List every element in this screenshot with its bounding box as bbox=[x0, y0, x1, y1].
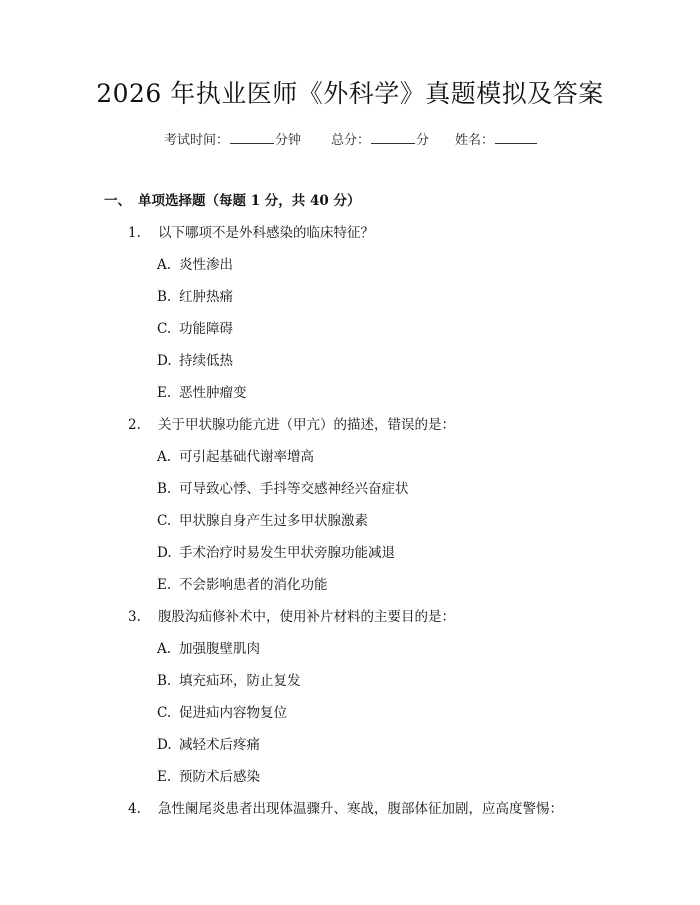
option-3e bbox=[157, 767, 260, 787]
option-letter: C. bbox=[157, 705, 172, 721]
option-1c bbox=[157, 319, 233, 339]
option-letter: B. bbox=[157, 673, 172, 689]
question-text: 腹股沟疝修补术中，使用补片材料的主要目的是： bbox=[158, 609, 455, 625]
option-text: 促进疝内容物复位 bbox=[179, 705, 287, 721]
option-text: 功能障碍 bbox=[179, 321, 233, 337]
option-text: 加强腹壁肌肉 bbox=[179, 641, 260, 657]
section-number: 一、 bbox=[104, 193, 131, 209]
option-letter: A. bbox=[157, 641, 172, 657]
option-text: 预防术后感染 bbox=[179, 769, 260, 785]
option-text: 可导致心悸、手抖等交感神经兴奋症状 bbox=[179, 481, 409, 497]
question-3 bbox=[128, 607, 455, 627]
option-2d bbox=[157, 543, 395, 563]
total-score-blank bbox=[371, 131, 415, 144]
question-number: 1. bbox=[128, 225, 141, 241]
option-2e bbox=[157, 575, 328, 595]
total-score-label: 总分： bbox=[331, 133, 371, 148]
question-number: 2. bbox=[128, 417, 141, 433]
option-letter: E. bbox=[157, 385, 172, 401]
option-letter: B. bbox=[157, 481, 172, 497]
total-score-unit: 分 bbox=[416, 133, 430, 148]
question-text: 关于甲状腺功能亢进（甲亢）的描述，错误的是： bbox=[158, 417, 455, 433]
option-1a bbox=[157, 255, 233, 275]
option-3d bbox=[157, 735, 260, 755]
question-text: 以下哪项不是外科感染的临床特征？ bbox=[158, 225, 374, 241]
option-3a bbox=[157, 639, 260, 659]
option-text: 可引起基础代谢率增高 bbox=[179, 449, 314, 465]
option-3b bbox=[157, 671, 301, 691]
section-heading bbox=[104, 191, 360, 211]
question-text: 急性阑尾炎患者出现体温骤升、寒战，腹部体征加剧，应高度警惕： bbox=[158, 801, 563, 817]
question-number: 3. bbox=[128, 609, 141, 625]
name-field bbox=[455, 131, 538, 150]
option-text: 红肿热痛 bbox=[179, 289, 233, 305]
option-letter: D. bbox=[157, 737, 172, 753]
option-1e bbox=[157, 383, 247, 403]
option-letter: E. bbox=[157, 577, 172, 593]
question-number: 4. bbox=[128, 801, 141, 817]
option-2c bbox=[157, 511, 368, 531]
option-1d bbox=[157, 351, 233, 371]
option-3c bbox=[157, 703, 287, 723]
option-text: 持续低热 bbox=[179, 353, 233, 369]
option-letter: D. bbox=[157, 545, 172, 561]
option-text: 恶性肿瘤变 bbox=[179, 385, 247, 401]
question-2 bbox=[128, 415, 455, 435]
exam-time-label: 考试时间： bbox=[164, 133, 230, 148]
option-letter: E. bbox=[157, 769, 172, 785]
option-text: 炎性渗出 bbox=[179, 257, 233, 273]
option-text: 甲状腺自身产生过多甲状腺激素 bbox=[179, 513, 368, 529]
option-2b bbox=[157, 479, 409, 499]
question-1 bbox=[128, 223, 374, 243]
option-text: 手术治疗时易发生甲状旁腺功能减退 bbox=[179, 545, 395, 561]
option-letter: A. bbox=[157, 449, 172, 465]
name-blank bbox=[495, 131, 537, 144]
option-text: 减轻术后疼痛 bbox=[179, 737, 260, 753]
exam-time-field bbox=[164, 131, 301, 150]
option-text: 不会影响患者的消化功能 bbox=[179, 577, 328, 593]
option-2a bbox=[157, 447, 314, 467]
exam-time-unit: 分钟 bbox=[275, 133, 302, 148]
option-letter: B. bbox=[157, 289, 172, 305]
option-letter: C. bbox=[157, 321, 172, 337]
option-letter: A. bbox=[157, 257, 172, 273]
option-1b bbox=[157, 287, 233, 307]
section-title: 单项选择题（每题 1 分，共 40 分） bbox=[138, 193, 361, 209]
exam-time-blank bbox=[230, 131, 274, 144]
option-letter: D. bbox=[157, 353, 172, 369]
option-text: 填充疝环，防止复发 bbox=[179, 673, 301, 689]
option-letter: C. bbox=[157, 513, 172, 529]
question-4 bbox=[128, 799, 563, 819]
total-score-field bbox=[331, 131, 429, 150]
document-title: 2026 年执业医师《外科学》真题模拟及答案 bbox=[96, 79, 604, 108]
name-label: 姓名： bbox=[455, 133, 495, 148]
